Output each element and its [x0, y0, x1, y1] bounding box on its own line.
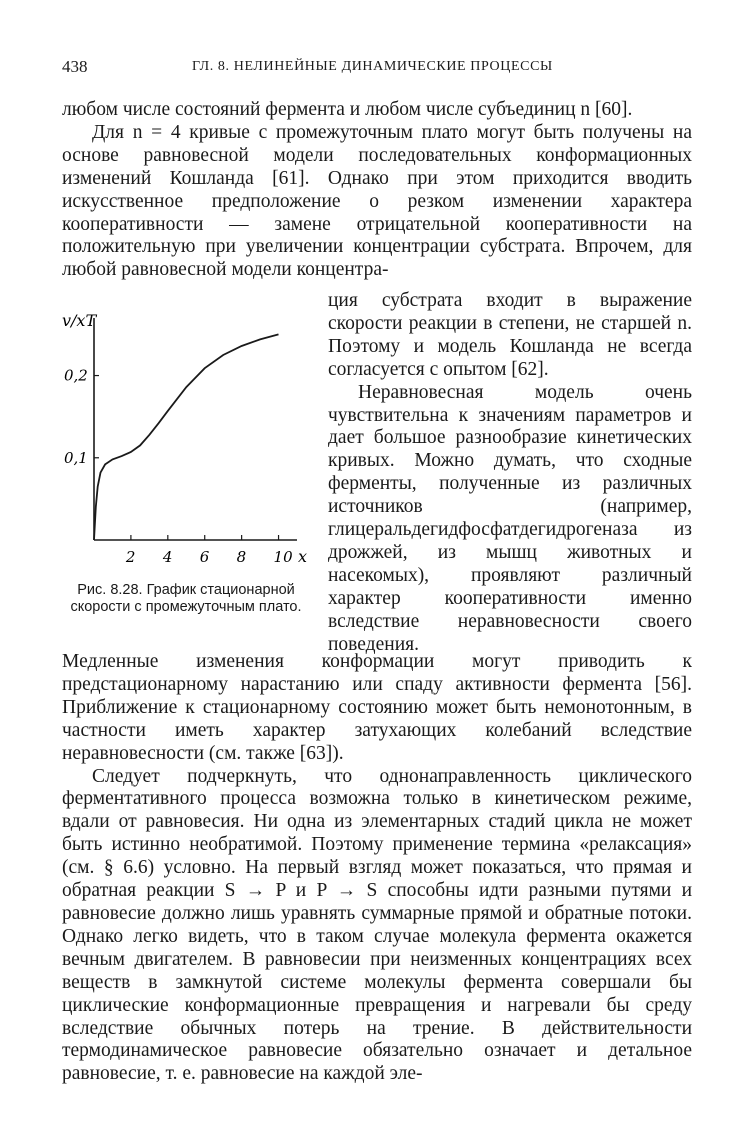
page-number: 438 — [62, 57, 88, 76]
y-axis-label: v/xT — [62, 311, 97, 330]
paragraph: любом числе состояний фермента и любом числе субъединиц n [60]. — [62, 99, 633, 120]
paragraph: Неравновесная модель очень чувствительна к значениям параметров и дает большое разнообразие кинетических кривых. Можно думать, что сходные ферменты, полученные из различных источников (например, глицеральдегидфосфатдегидрогеназа из дрожжей, из мышц животных и насекомых), проявляют различный характер кооперативности именно вследствие неравновесности своего поведения. — [328, 381, 692, 655]
running-title: ГЛ. 8. НЕЛИНЕЙНЫЕ ДИНАМИЧЕСКИЕ ПРОЦЕССЫ — [192, 59, 553, 74]
body-text-side — [328, 290, 692, 657]
x-tick-label: 2 — [125, 548, 136, 566]
y-tick-label: 0,2 — [64, 366, 88, 385]
paragraph: Для n = 4 кривые с промежуточным плато могут быть получены на основе равновесной модели последовательных конформационных изменений Кошланда [61]. Однако при этом приходится вводить искусственное предположение о резком изменении характера кооперативности — замене отрицательной кооперативности на положительную при увеличении концентрации субстрата. Впрочем, для любой равновесной модели концентра- — [62, 121, 692, 281]
paragraph: Следует подчеркнуть, что однонаправленность циклического ферментативного процесса возможна только в кинетическом режиме, вдали от равновесия. Ни одна из элементарных стадий цикла не может быть истинно необратимой. Поэтому применение термина «релаксация» (см. § 6.6) условно. На первый взгляд может показаться, что прямая и обратная реакции S → P и P → S способны идти разными путями и равновесие должно лишь уравнять суммарные прямой и обратные потоки. Однако легко видеть, что в таком случае молекула фермента окажется вечным двигателем. В равновесии при неизменных концентрациях всех веществ в замкнутой системе молекулы фермента совершали бы циклические конформационные превращения и нагревали бы среду вследствие обычных потерь на трение. В действительности термодинамическое равновесие обязательно означает и детальное равновесие, т. е. равновесие на каждой эле- — [62, 765, 692, 1085]
body-text-top — [62, 99, 692, 282]
chart — [62, 308, 322, 578]
x-axis-label: x — [298, 547, 308, 566]
x-tick-label: 10 — [273, 548, 293, 566]
x-tick-label: 8 — [236, 548, 247, 566]
paragraph: Медленные изменения конформации могут приводить к предстационарному нарастанию или спаду активности фермента [56]. Приближение к стационарному состоянию может быть немонотонным, в частности иметь характер затухающих колебаний вследствие неравновесности (см. также [63]). — [62, 651, 692, 764]
x-tick-label: 4 — [162, 548, 173, 566]
figure-caption: Рис. 8.28. График стационарной скорости с промежуточным плато. — [70, 582, 302, 615]
y-tick-label: 0,1 — [64, 448, 88, 467]
page-header — [62, 57, 692, 81]
data-curve — [94, 334, 279, 540]
paragraph: ция субстрата входит в выражение скорости реакции в степени, не старшей n. Поэтому и модель Кошланда не всегда согласуется с опытом [62]. — [328, 290, 692, 380]
body-text-bottom — [62, 651, 692, 1086]
x-tick-label: 6 — [199, 548, 210, 566]
